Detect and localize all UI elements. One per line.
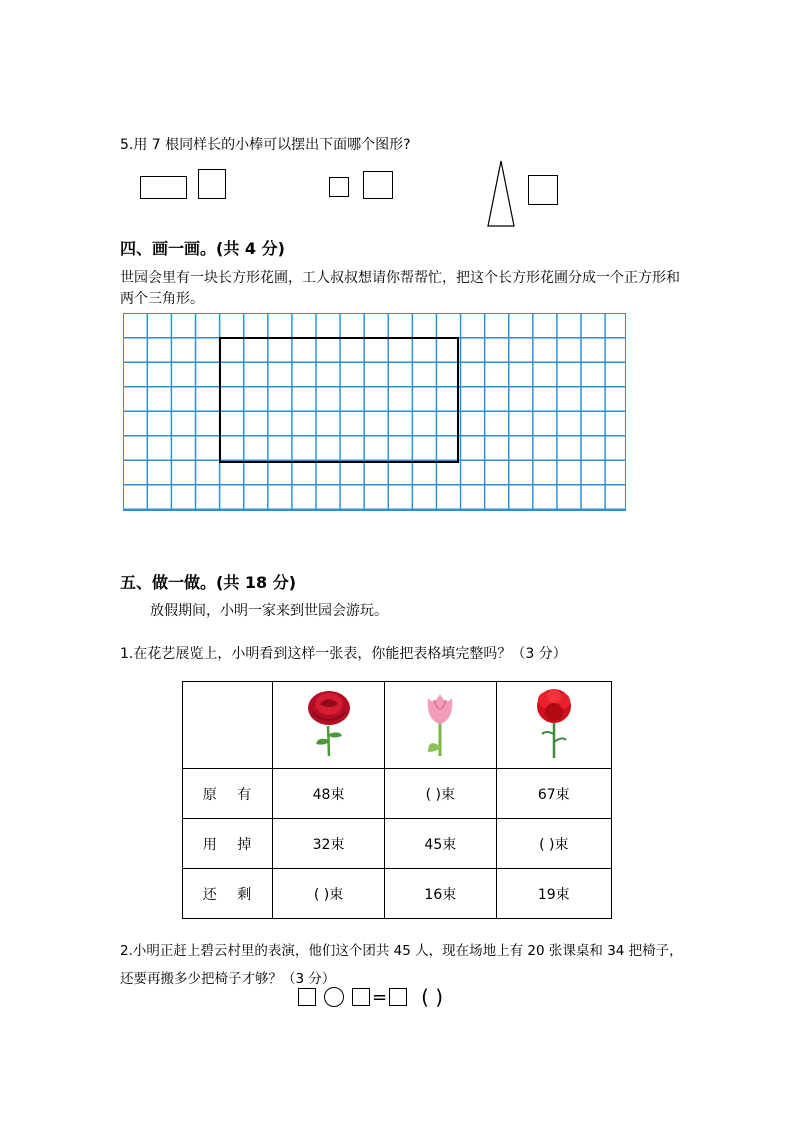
rectangular-flowerbed	[219, 337, 459, 463]
rose-header-cell	[272, 682, 384, 769]
section-4-description: 世园会里有一块长方形花圃，工人叔叔想请你帮帮忙，把这个长方形花圃分成一个正方形和两个三角形。	[120, 270, 680, 307]
cell-rose-remaining[interactable]: ( )束	[272, 869, 384, 919]
table-row	[183, 819, 612, 869]
answer-box-2[interactable]	[352, 988, 370, 1006]
operator-circle[interactable]	[324, 987, 344, 1007]
question-2-text: 2.小明正赶上碧云村里的表演，他们这个团共 45 人，现在场地上有 20 张课桌和 34 把椅子，还要再搬多少把椅子才够？（3 分）	[120, 943, 683, 987]
shape-option-wide-rectangle	[140, 176, 187, 199]
tulip-icon	[420, 688, 460, 758]
table-row	[183, 769, 612, 819]
tulip-header-cell	[385, 682, 496, 769]
cell-carnation-used[interactable]: ( )束	[496, 819, 611, 869]
table-row	[183, 869, 612, 919]
cell-carnation-original: 67束	[496, 769, 611, 819]
row-label-used: 用 掉	[183, 819, 273, 869]
row-label-original: 原 有	[183, 769, 273, 819]
answer-parentheses[interactable]: ( )	[421, 985, 444, 1009]
cell-tulip-original[interactable]: ( )束	[385, 769, 496, 819]
answer-box-3[interactable]	[389, 988, 407, 1006]
answer-box-1[interactable]	[298, 988, 316, 1006]
question-1-text: 1.在花艺展览上，小明看到这样一张表，你能把表格填完整吗？（3 分）	[120, 646, 567, 662]
cell-tulip-remaining: 16束	[385, 869, 496, 919]
rose-icon	[302, 688, 356, 758]
question-5-text: 5.用 7 根同样长的小棒可以摆出下面哪个图形?	[120, 137, 411, 153]
section-5-intro: 放假期间，小明一家来到世园会游玩。	[150, 603, 388, 619]
carnation-header-cell	[496, 682, 611, 769]
shape-option-small-square	[329, 177, 349, 197]
shape-option-square-2	[363, 171, 393, 199]
shape-option-square-3	[528, 175, 558, 205]
flower-table	[182, 681, 612, 919]
cell-rose-used: 32束	[272, 819, 384, 869]
cell-tulip-used: 45束	[385, 819, 496, 869]
equals-sign: =	[372, 986, 388, 1008]
shape-option-triangle	[486, 160, 516, 228]
cell-rose-original: 48束	[272, 769, 384, 819]
equation-template	[298, 985, 443, 1009]
shape-option-square	[198, 169, 226, 199]
row-label-remaining: 还 剩	[183, 869, 273, 919]
section-5-heading: 五、做一做。(共 18 分)	[120, 573, 297, 592]
table-corner-cell	[183, 682, 273, 769]
carnation-icon	[532, 686, 576, 760]
section-4-heading: 四、画一画。(共 4 分)	[120, 239, 285, 258]
cell-carnation-remaining: 19束	[496, 869, 611, 919]
